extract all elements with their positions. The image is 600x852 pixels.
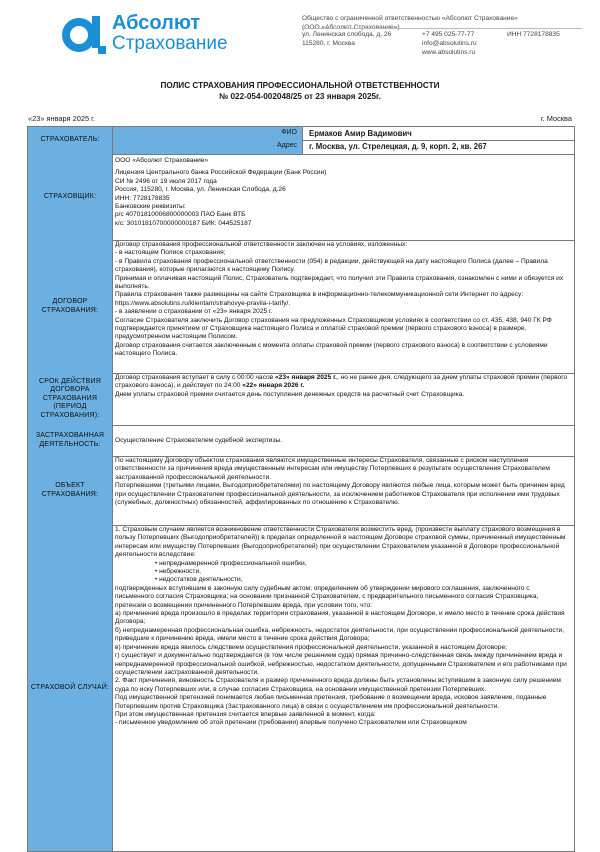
term-text: Договор страхования вступает в силу с 00:00 часов «23» января 2025 г., но не ранее дня, следующего за днем уплаты страховой премии (первого страхового взноса), и действует по 24:00 «22» января 2026 г. Днем уплаты страховой премии считается день поступления денежных средств на расчетный счет Страховщика.: [115, 374, 568, 398]
row-label: ДОГОВОР СТРАХОВАНИЯ:: [28, 240, 113, 373]
row-label: ЗАСТРАХОВАННАЯ ДЕЯТЕЛЬНОСТЬ:: [28, 425, 113, 456]
row-label: СТРАХОВАТЕЛЬ:: [28, 127, 113, 154]
policy-table: [27, 126, 575, 852]
object-text: По настоящему Договору объектом страхования являются имущественные интересы Страхователя, связанные с риском наступления ответственности за причинения вреда имущественным интересам или имуществу Потерпевших в результате осуществления Страхователем застрахованной профессиональной деятельности. Потерпевшими (третьими лицами, Выгодоприобретателями) по настоящему Договору являются любые лица, которым может быть причинен вред при осуществлении Страхователем профессиональной деятельности, за исключением работников Страхователя при исполнении ими трудовых (служебных, должностных) обязанностей, аффилированных по отношению к Страхователю.: [115, 457, 565, 507]
address-label: Адрес: [113, 140, 303, 154]
company-name: Общество с ограниченной ответственностью «Абсолют Страхование» (ООО «Абсолют Страхование»): [302, 15, 518, 32]
row-label: ОБЪЕКТ СТРАХОВАНИЯ:: [28, 456, 113, 525]
letterhead: [0, 0, 600, 70]
insured-fio: Ермаков Амир Вадимович: [309, 129, 412, 138]
row-label: СРОК ДЕЙСТВИЯ ДОГОВОРА СТРАХОВАНИЯ (ПЕРИОД СТРАХОВАНИЯ):: [28, 373, 113, 425]
row-object: [28, 456, 574, 526]
insured-address-row: [113, 140, 574, 154]
company-contacts: +7 495 025-77-77 info@absolutins.ru www.absolutins.ru: [422, 31, 477, 57]
row-activity: [28, 425, 574, 457]
row-label: СТРАХОВЩИК:: [28, 154, 113, 240]
insured-event-text: 1. Страховым случаем является возникновение ответственности Страхователя возместить вред, (произвести выплату страхового возмещения в пользу Потерпевших (Выгодоприобретателей)) в пределах определенной в настоящем Договоре страховой суммы, причиненный имущественным интересам или имуществу Потерпевших (Выгодоприобретателей) при осуществлении Страхователем указанной в Договоре профессиональной деятельности вследствие: • непреднамеренной профессиональной ошибки, • небрежности, • недостатков деятельности, подтвержденных вступившим в законную силу судебным актом; определением об утверждении мирового соглашения, заключенного с письменного согласия Страховщика; на основании признанной Страхователем, с предварительного письменного согласия Страховщика, претензии о возмещении причиненного Потерпевшим вреда, при условии того, что: а) причинение вреда произошло в пределах территории страхования, указанной в настоящем Договоре, и имело место в течение срока действия Договора; б) непреднамеренная профессиональная ошибка, небрежность, недостаток деятельности, при осуществлении профессиональной деятельности, приведшие к причинению вреда, имели место в течение срока действия Договора; в) причинение вреда явилось следствием осуществления профессиональной деятельности, указанной в настоящем Договоре; г) существует и документально подтверждается (в том числе решением суда) прямая причинно-следственная связь между причинением вреда и непреднамеренной профессиональной ошибкой, небрежностью, недостатком деятельности, допущенными Страхователем и его работниками при осуществлении застрахованной деятельности. 2. Факт причинения, виновность Страхователя и размер причиненного вреда должны быть установлены вступившим в законную силу решением суда по иску Потерпевших или, в случае согласия Страховщика, на основании имущественной претензии Потерпевших. Под имущественной претензией понимается любая письменная претензия, требование о возмещении вреда, исковое заявление, поданные Потерпевшим против Страховщика (Застрахованного лица) в связи с осуществлением им профессиональной деятельности. При этом имущественная претензия считается впервые заявленной в момент, когда: - письменное уведомление об этой претензии (требовании) впервые получено Страхователем или Страховщиком: [115, 526, 567, 727]
policy-number: № 022-054-002048/25 от 23 января 2025г.: [219, 92, 381, 101]
row-contract: [28, 240, 574, 374]
row-insured-event: [28, 525, 574, 851]
company-inn: ИНН 7728178835: [507, 31, 560, 38]
row-label: СТРАХОВОЙ СЛУЧАЙ:: [28, 525, 113, 851]
company-logo: [62, 8, 242, 56]
issue-date: «23» января 2025 г.: [28, 114, 95, 123]
logo-text-line1: Абсолют: [112, 12, 201, 34]
header-divider: [302, 28, 582, 29]
logo-a-icon: [62, 12, 106, 54]
issue-city: г. Москва: [540, 114, 572, 123]
logo-text-line2: Страхование: [112, 33, 228, 54]
activity-text: Осуществление Страхователем судебной экспертизы.: [115, 437, 283, 444]
insured-fio-row: [113, 127, 574, 141]
row-insurer: [28, 154, 574, 241]
row-insured: [28, 127, 574, 155]
policy-title: ПОЛИС СТРАХОВАНИЯ ПРОФЕССИОНАЛЬНОЙ ОТВЕТСТВЕННОСТИ: [160, 81, 440, 90]
contract-terms: Договор страхования профессиональной ответственности заключен на условиях, изложенных: - в настоящем Полисе страхования; - в Правила страхования профессиональной ответственности (054) в редакции, действующей на дату настоящего Полиса (далее – Правила страхования), которые прилагаются к настоящему Полису. Принимая и оплачивая настоящий Полис, Страхователь подтверждает, что получил эти Правила страхования, ознакомлен с ними и обязуется их выполнять. Правила страхования также размещены на сайте Страховщика в информационно-телекоммуникационной сети Интернет по адресу: https://www.absolutins.ru/klientam/strahovye-pravila-i-tarify/. - в заявлении о страховании от «23» января 2025 г. Согласие Страхователя заключить Договор страхования на предложенных Страховщиком условиях в соответствии со ст. 435, 438, 940 ГК РФ подтверждается принятием от Страховщика настоящего Полиса и оплатой страховой премии (первого страхового взноса) в размере, предусмотренном настоящим Полисом. Договор страхования считается заключенным с момента оплаты страховой премии (первого страхового взноса) в соответствии с условиями настоящего Полиса.: [115, 241, 564, 358]
company-address: ул. Ленинская слобода, д. 26 115280, г. Москва: [302, 31, 392, 48]
fio-label: ФИО: [113, 127, 303, 140]
row-term: [28, 373, 574, 426]
insurer-details: ООО «Абсолют Страхование» Лицензия Центрального банка Российской Федерации (Банк России) СИ № 2496 от 19 июля 2017 года Россия, 115280, г. Москва, ул. Ленинская Слобода, д.26 ИНН: 7728178835 Банковские реквизиты: р/с 40701810006800000003 ПАО Банк ВТБ к/с: 30101810700000000187 БИК: 044525187: [115, 157, 327, 227]
insured-address: г. Москва, ул. Стрелецкая, д. 9, корп. 2, кв. 267: [309, 142, 487, 151]
